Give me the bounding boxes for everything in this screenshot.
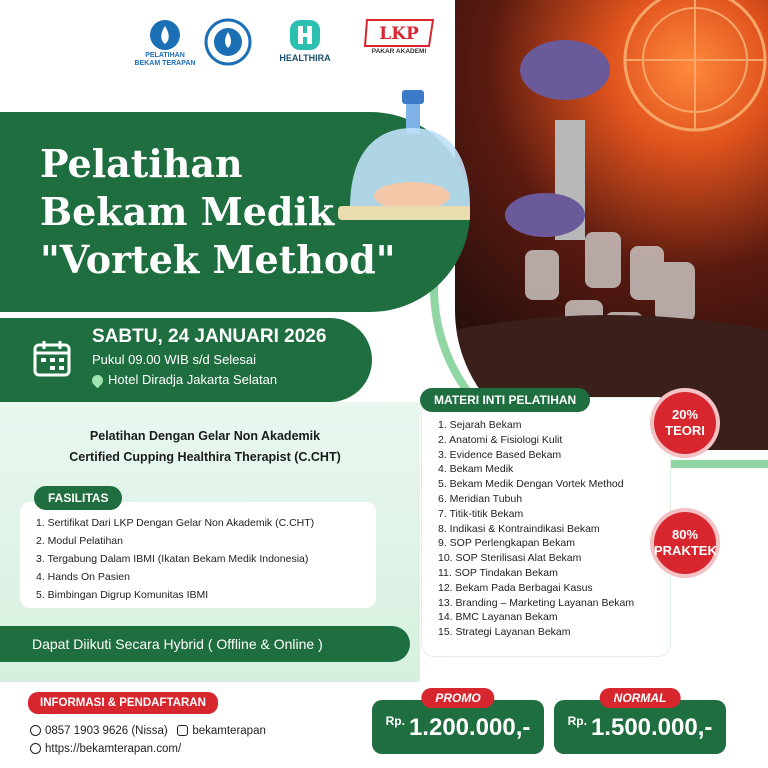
whatsapp-number[interactable]: 0857 1903 9626 (Nissa) [45, 725, 168, 737]
healthira-logo: HEALTHIRA [272, 18, 338, 62]
normal-amount: 1.500.000,- [590, 714, 713, 741]
praktek-badge: 80% PRAKTEK [654, 512, 716, 574]
list-item: 1. Sejarah Bekam [438, 419, 522, 431]
list-item: 6. Meridian Tubuh [438, 492, 523, 505]
lkp-logo: LKP PAKAR AKADEMI [360, 18, 438, 56]
list-item: 7. Titik-titik Bekam [438, 507, 524, 520]
event-date: SABTU, 24 JANUARI 2026 [92, 326, 327, 347]
list-item: 3. Evidence Based Bekam [438, 448, 562, 461]
list-item: 13. Branding – Marketing Layanan Bekam [438, 596, 635, 609]
list-item: 4. Bekam Medik [438, 463, 514, 476]
materi-heading: MATERI INTI PELATIHAN [420, 388, 590, 412]
list-item: 12. Bekam Pada Berbagai Kasus [438, 581, 593, 594]
contact-info [30, 722, 266, 758]
fasilitas-heading: FASILITAS [34, 486, 122, 510]
instagram-handle[interactable]: bekamterapan [192, 725, 266, 737]
list-item: 4. Hands On Pasien [36, 571, 130, 583]
hybrid-banner: Dapat Diikuti Secara Hybrid ( Offline & Online ) [0, 626, 410, 662]
promo-price-box: PROMO $^{Rp.}$ 1.200.000,- [372, 700, 544, 754]
certification-text: Pelatihan Dengan Gelar Non Akademik Certified Cupping Healthira Therapist (C.CHT) [69, 429, 341, 464]
website-link[interactable]: https://bekamterapan.com/ [45, 743, 182, 755]
svg-text:LKP: LKP [379, 24, 419, 44]
cupping-cup-icon [320, 88, 470, 238]
instagram-icon [177, 725, 188, 736]
list-item: 2. Modul Pelatihan [36, 535, 123, 547]
fasilitas-list [36, 514, 314, 604]
teori-badge: 20% TEORI [654, 392, 716, 454]
whatsapp-icon [30, 725, 41, 736]
list-item: 10. SOP Sterilisasi Alat Bekam [438, 552, 582, 565]
list-item: 2. Anatomi & Fisiologi Kulit [438, 433, 563, 446]
promo-label: PROMO [421, 688, 494, 708]
promo-amount: 1.200.000,- [408, 714, 531, 741]
event-time: Pukul 09.00 WIB s/d Selesai [92, 352, 257, 367]
ibmi-seal-logo [200, 18, 256, 66]
list-item: 15. Strategi Layanan Bekam [438, 626, 571, 639]
list-item: 5. Bekam Medik Dengan Vortek Method [438, 478, 624, 491]
partner-logos [0, 0, 520, 100]
list-item: 5. Bimbingan Digrup Komunitas IBMI [36, 589, 209, 601]
info-heading: INFORMASI & PENDAFTARAN [28, 692, 218, 714]
page-title: Pelatihan Bekam Medik "Vortek Method" [40, 141, 396, 282]
normal-label: NORMAL [600, 688, 681, 708]
list-item: 1. Sertifikat Dari LKP Dengan Gelar Non Akademik (C.CHT) [36, 517, 315, 529]
calendar-icon [32, 338, 72, 378]
materi-list [438, 418, 634, 640]
list-item: 9. SOP Perlengkapan Bekam [438, 537, 575, 550]
normal-price-box: NORMAL $^{Rp.}$ 1.500.000,- [554, 700, 726, 754]
list-item: 3. Tergabung Dalam IBMI (Ikatan Bekam Medik Indonesia) [36, 553, 309, 565]
bekam-terapan-logo: PELATIHAN BEKAM TERAPAN [130, 18, 200, 68]
globe-icon [30, 743, 41, 754]
list-item: 11. SOP Tindakan Bekam [438, 566, 558, 579]
list-item: 8. Indikasi & Kontraindikasi Bekam [438, 522, 600, 535]
list-item: 14. BMC Layanan Bekam [438, 611, 558, 624]
event-location: Hotel Diradja Jakarta Selatan [92, 372, 277, 387]
location-pin-icon [90, 373, 106, 389]
